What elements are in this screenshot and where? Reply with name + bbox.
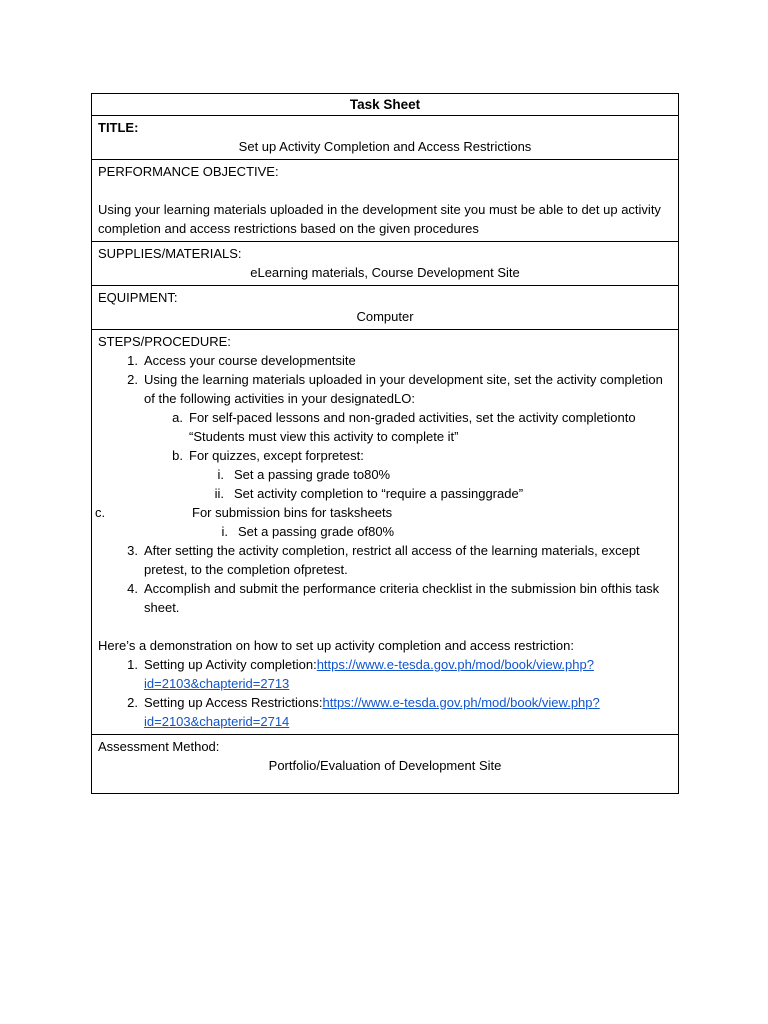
step-text: Set a passing grade to80% bbox=[234, 467, 391, 482]
sheet-title: Task Sheet bbox=[349, 97, 421, 112]
supplies-label: SUPPLIES/MATERIALS: bbox=[98, 246, 242, 261]
demo-label: Setting up Access Restrictions: bbox=[144, 695, 323, 710]
step-2b bbox=[98, 446, 672, 465]
step-2b-i bbox=[98, 465, 672, 484]
steps-label: STEPS/PROCEDURE: bbox=[98, 334, 231, 349]
objective-label: PERFORMANCE OBJECTIVE: bbox=[98, 164, 279, 179]
step-letter: b. bbox=[172, 448, 183, 463]
step-2c bbox=[95, 503, 672, 522]
supplies-section bbox=[92, 241, 678, 285]
activity-completion-link[interactable]: https://www.e-tesda.gov.ph/mod/book/view.php?id=2103&chapterid=2713 bbox=[144, 657, 594, 691]
step-number: 2. bbox=[127, 372, 138, 387]
step-roman: i. bbox=[221, 524, 228, 539]
demo-intro: Here’s a demonstration on how to set up activity completion and access restriction: bbox=[98, 638, 574, 653]
equipment-text: Computer bbox=[356, 309, 414, 324]
objective-text: Using your learning materials uploaded in the development site you must be able to det up activity completion and access restrictions based on the given procedures bbox=[98, 202, 661, 236]
step-number: 3. bbox=[127, 543, 138, 558]
step-3 bbox=[98, 541, 672, 579]
demo-item-1 bbox=[98, 655, 672, 693]
step-1 bbox=[98, 351, 672, 370]
step-number: 1. bbox=[127, 353, 138, 368]
step-number: 4. bbox=[127, 581, 138, 596]
task-sheet-table bbox=[91, 93, 679, 794]
title-section bbox=[92, 115, 678, 159]
step-text: Set a passing grade of80% bbox=[238, 524, 395, 539]
step-text: Access your course developmentsite bbox=[144, 353, 356, 368]
step-text: For quizzes, except forpretest: bbox=[189, 448, 364, 463]
step-text: Using the learning materials uploaded in your development site, set the activity completion of the following activities in your designatedLO: bbox=[144, 372, 663, 406]
supplies-text: eLearning materials, Course Development Site bbox=[250, 265, 520, 280]
assessment-label: Assessment Method: bbox=[98, 739, 220, 754]
step-text: After setting the activity completion, restrict all access of the learning materials, except pretest, to the completion ofpretest. bbox=[144, 543, 640, 577]
assessment-section bbox=[92, 734, 678, 793]
title-text: Set up Activity Completion and Access Restrictions bbox=[238, 139, 532, 154]
step-4 bbox=[98, 579, 672, 617]
step-text: For self-paced lessons and non-graded activities, set the activity completionto “Students must view this activity to complete it” bbox=[189, 410, 636, 444]
step-text: For submission bins for tasksheets bbox=[192, 505, 393, 520]
step-roman: ii. bbox=[214, 486, 224, 501]
demo-item-2 bbox=[98, 693, 672, 731]
demo-number: 1. bbox=[127, 657, 138, 672]
equipment-label: EQUIPMENT: bbox=[98, 290, 178, 305]
step-2b-ii bbox=[98, 484, 672, 503]
step-text: Set activity completion to “require a passinggrade” bbox=[234, 486, 524, 501]
title-label: TITLE: bbox=[98, 120, 139, 135]
demo-number: 2. bbox=[127, 695, 138, 710]
access-restrictions-link[interactable]: https://www.e-tesda.gov.ph/mod/book/view.php?id=2103&chapterid=2714 bbox=[144, 695, 600, 729]
steps-section bbox=[92, 329, 678, 734]
step-2c-i bbox=[98, 522, 672, 541]
assessment-text: Portfolio/Evaluation of Development Site bbox=[268, 758, 502, 773]
step-letter: c. bbox=[95, 505, 106, 520]
step-text: Accomplish and submit the performance criteria checklist in the submission bin ofthis task sheet. bbox=[144, 581, 660, 615]
step-letter: a. bbox=[172, 410, 183, 425]
demo-label: Setting up Activity completion: bbox=[144, 657, 317, 672]
step-2a bbox=[98, 408, 672, 446]
objective-section bbox=[92, 159, 678, 241]
step-2 bbox=[98, 370, 672, 408]
step-roman: i. bbox=[217, 467, 224, 482]
equipment-section bbox=[92, 285, 678, 329]
